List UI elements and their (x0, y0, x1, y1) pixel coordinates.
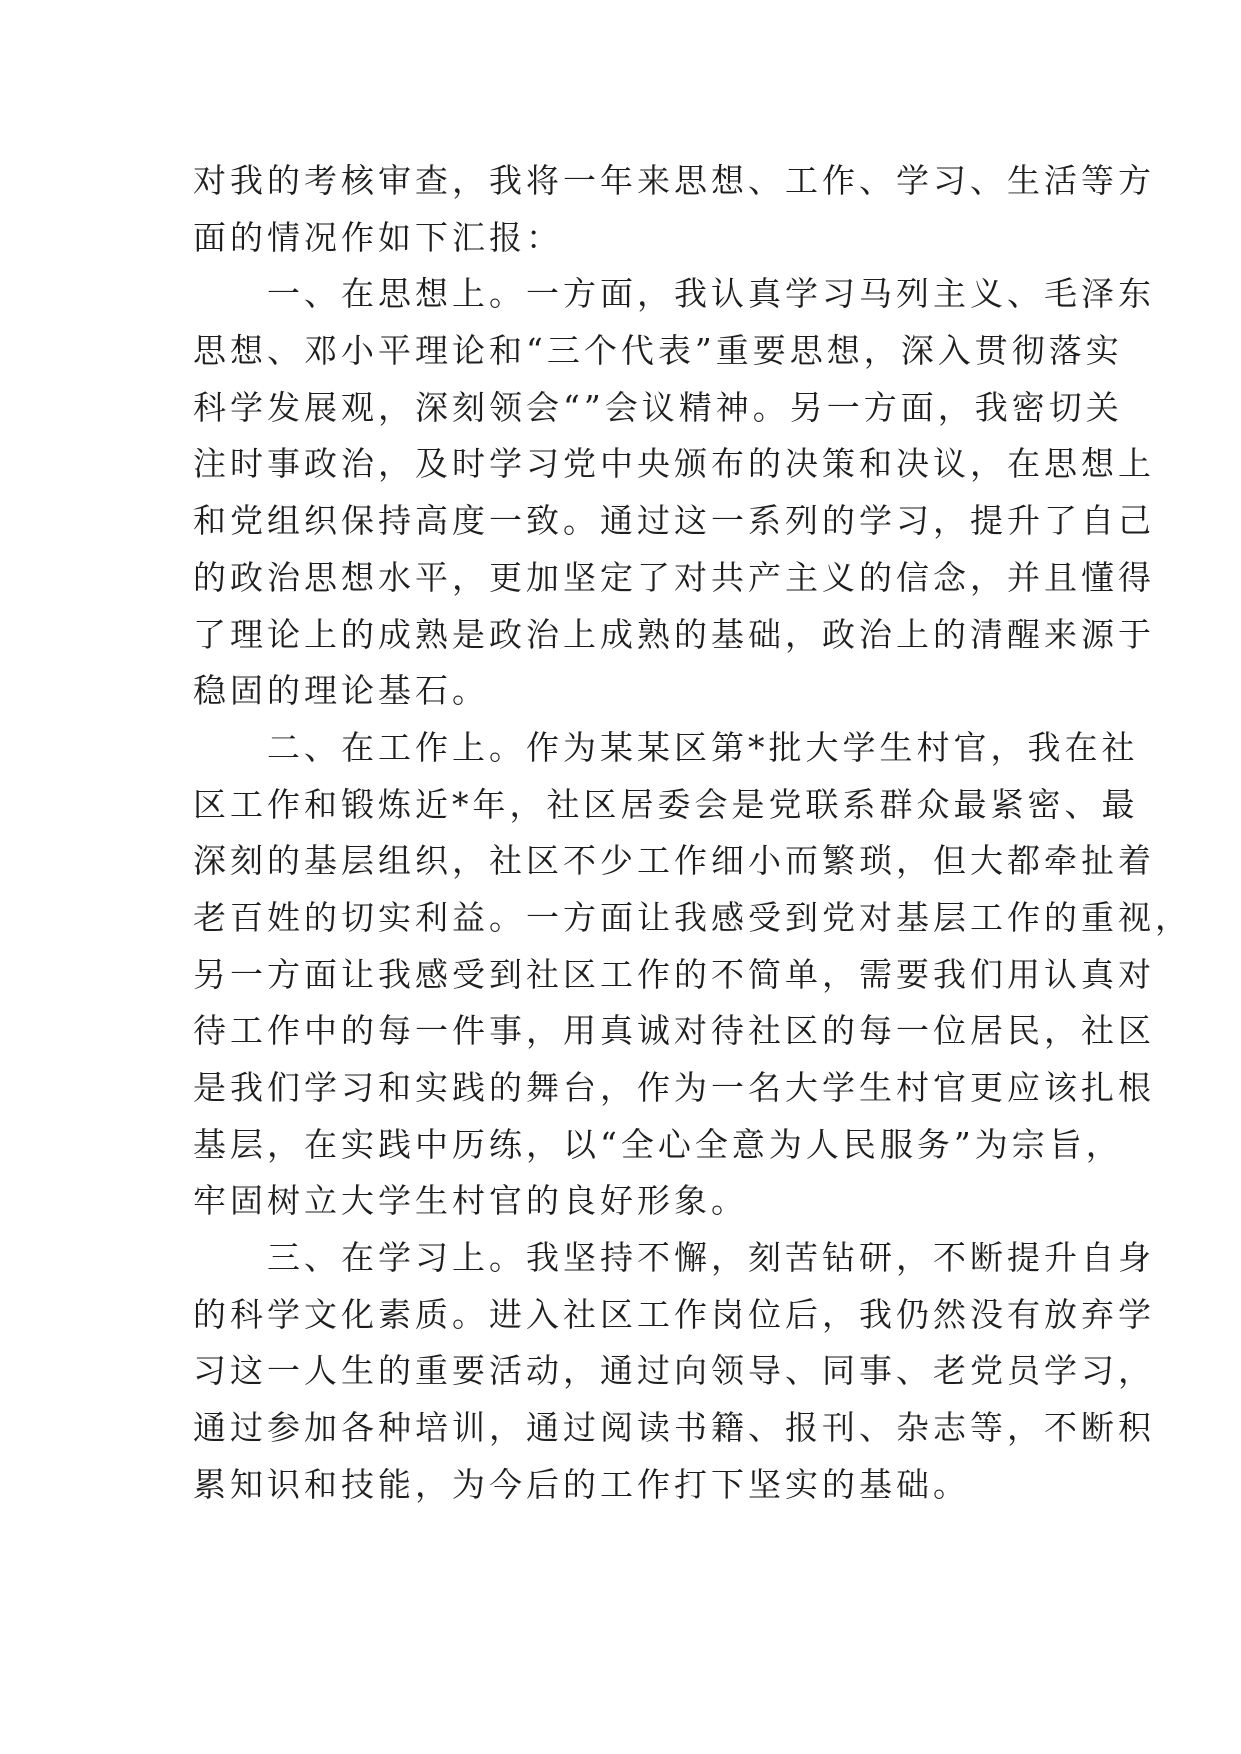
text-line: 了理论上的成熟是政治上成熟的基础，政治上的清醒来源于 (193, 614, 1155, 654)
text-line: 累知识和技能，为今后的工作打下坚实的基础。 (193, 1464, 970, 1504)
text-line: 和党组织保持高度一致。通过这一系列的学习，提升了自己 (193, 501, 1155, 541)
text-line: 面的情况作如下汇报： (193, 217, 563, 257)
text-line: 深刻的基层组织，社区不少工作细小而繁琐，但大都牵扯着 (193, 841, 1155, 881)
text-line: 另一方面让我感受到社区工作的不简单，需要我们用认真对 (193, 954, 1155, 994)
text-line: 的科学文化素质。进入社区工作岗位后，我仍然没有放弃学 (193, 1294, 1155, 1334)
text-line: 稳固的理论基石。 (193, 671, 489, 711)
text-line: 科学发展观，深刻领会“”会议精神。另一方面，我密切关 (193, 387, 1123, 427)
document-body (193, 153, 1192, 1514)
text-line: 待工作中的每一件事，用真诚对待社区的每一位居民，社区 (193, 1011, 1155, 1051)
text-line: 注时事政治，及时学习党中央颁布的决策和决议，在思想上 (193, 444, 1155, 484)
text-line: 区工作和锻炼近*年，社区居委会是党联系群众最紧密、最 (193, 784, 1139, 824)
text-line: 习这一人生的重要活动，通过向领导、同事、老党员学习， (193, 1351, 1155, 1391)
text-line: 的政治思想水平，更加坚定了对共产主义的信念，并且懂得 (193, 557, 1155, 597)
text-line: 牢固树立大学生村官的良好形象。 (193, 1181, 748, 1221)
text-line: 老百姓的切实利益。一方面让我感受到党对基层工作的重视， (193, 897, 1192, 937)
paragraph-start-line: 三、在学习上。我坚持不懈，刻苦钻研，不断提升自身 (267, 1238, 1155, 1278)
text-line: 思想、邓小平理论和“三个代表”重要思想，深入贯彻落实 (193, 331, 1123, 371)
text-line: 对我的考核审查，我将一年来思想、工作、学习、生活等方 (193, 161, 1155, 200)
paragraph-start-line: 一、在思想上。一方面，我认真学习马列主义、毛泽东 (267, 274, 1155, 314)
text-line: 是我们学习和实践的舞台，作为一名大学生村官更应该扎根 (193, 1068, 1155, 1107)
paragraph-start-line: 二、在工作上。作为某某区第*批大学生村官，我在社 (267, 727, 1139, 767)
text-line: 通过参加各种培训，通过阅读书籍、报刊、杂志等，不断积 (193, 1408, 1155, 1448)
text-line: 基层，在实践中历练，以“全心全意为人民服务”为宗旨， (193, 1124, 1123, 1164)
